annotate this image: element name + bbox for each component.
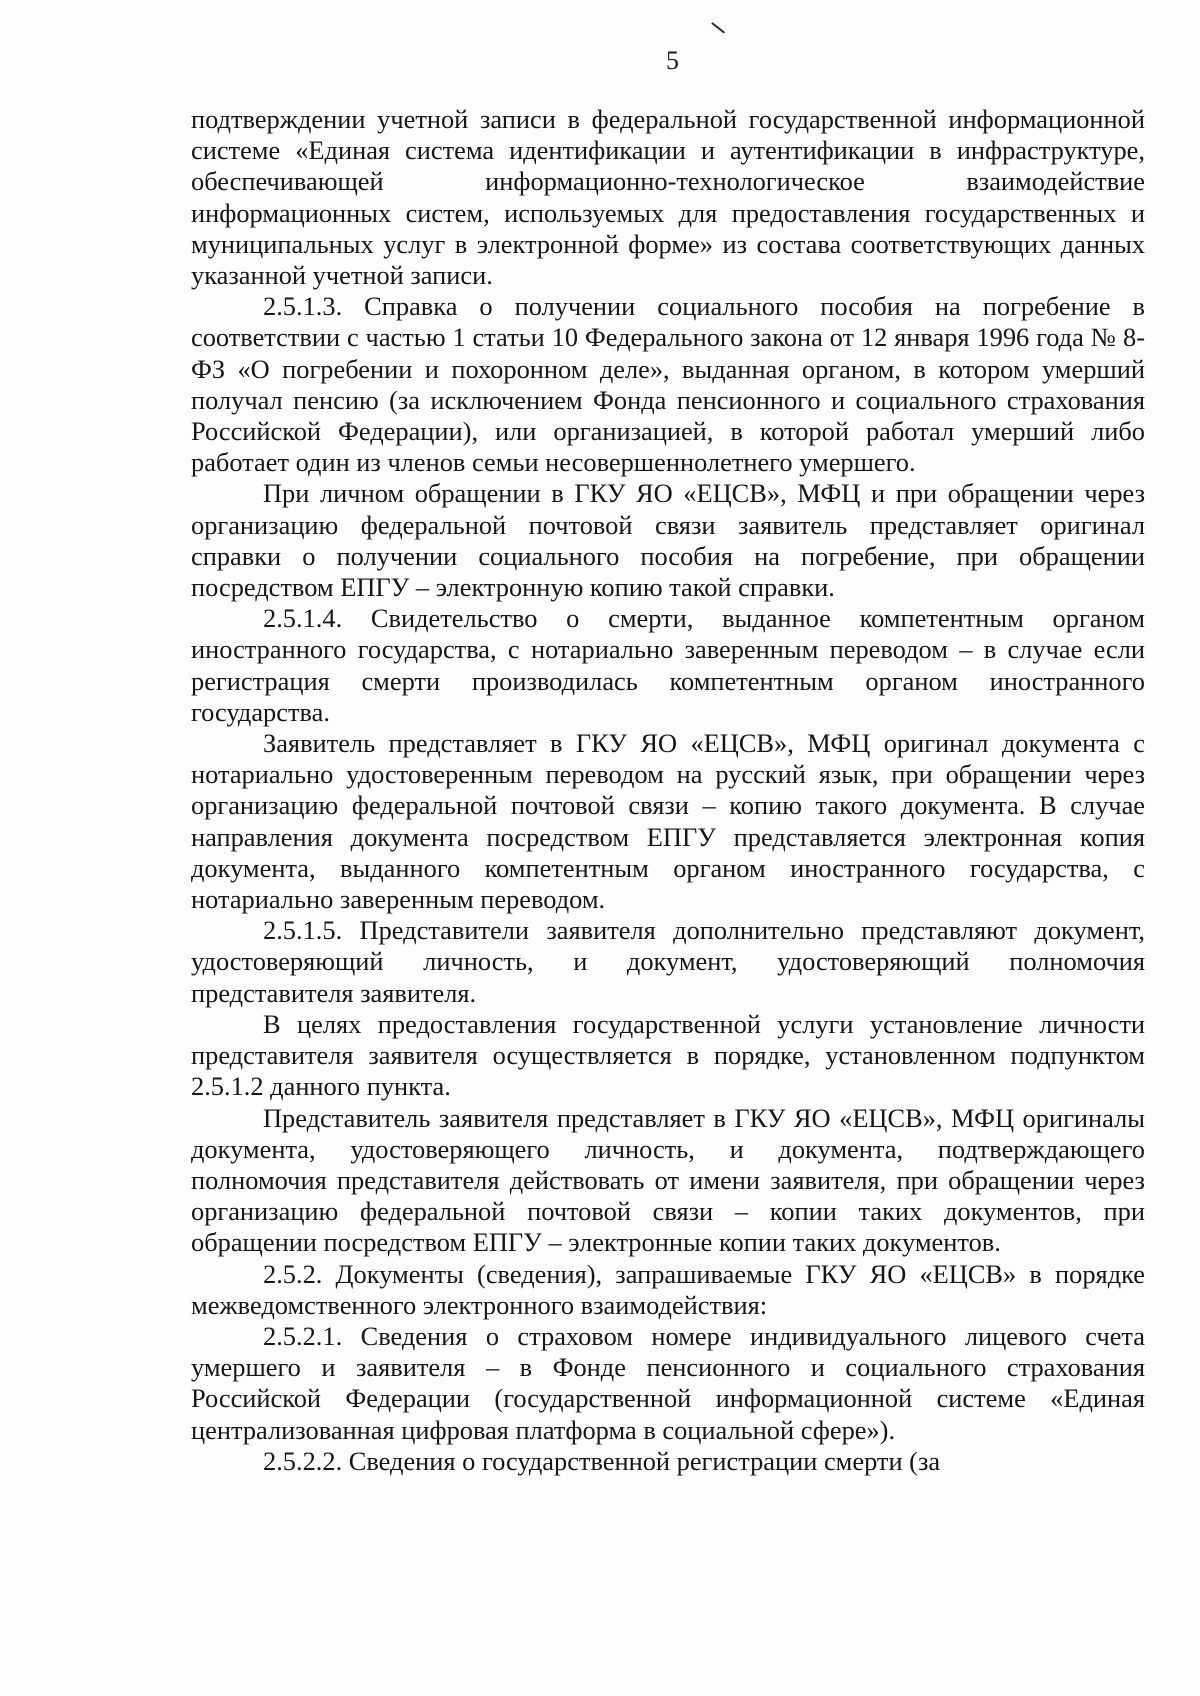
paragraph-applicant-presents: Заявитель представляет в ГКУ ЯО «ЕЦСВ», МФЦ оригинал документа с нотариально удостоверенным переводом на русский язык, при обращении через организацию федеральной почтовой связи – копию такого документа. В случае направления документа посредством ЕПГУ представляется электронная копия документа, выданного компетентным органом иностранного государства, с нотариально заверенным переводом. [191, 728, 1145, 915]
paragraph-2-5-2: 2.5.2. Документы (сведения), запрашиваемые ГКУ ЯО «ЕЦСВ» в порядке межведомственного электронного взаимодействия: [191, 1258, 1145, 1320]
page-number: 5 [666, 46, 679, 75]
paragraph-2-5-1-4: 2.5.1.4. Свидетельство о смерти, выданное компетентным органом иностранного государства, с нотариально заверенным переводом – в случае если регистрация смерти производилась компетентным органом иностранного государства. [191, 603, 1145, 727]
paragraph-account-confirmation: подтверждении учетной записи в федеральной государственной информационной системе «Единая система идентификации и аутентификации в инфраструктуре, обеспечивающей информационно-технологическое взаимодействие информационных систем, используемых для предоставления государственных и муниципальных услуг в электронной форме» из состава соответствующих данных указанной учетной записи. [191, 104, 1145, 291]
document-body [191, 104, 1145, 1477]
scan-artifact-mark [712, 22, 726, 33]
paragraph-2-5-2-1: 2.5.2.1. Сведения о страховом номере индивидуального лицевого счета умершего и заявителя – в Фонде пенсионного и социального страхования Российской Федерации (государственной информационной системе «Единая централизованная цифровая платформа в социальной сфере»). [191, 1320, 1145, 1445]
paragraph-2-5-2-2: 2.5.2.2. Сведения о государственной регистрации смерти (за [263, 1445, 941, 1476]
paragraph-personal-appeal: При личном обращении в ГКУ ЯО «ЕЦСВ», МФЦ и при обращении через организацию федеральной почтовой связи заявитель представляет оригинал справки о получении социального пособия на погребение, при обращении посредством ЕПГУ – электронную копию такой справки. [191, 478, 1145, 603]
paragraph-2-5-1-5: 2.5.1.5. Представители заявителя дополнительно представляют документ, удостоверяющий личность, и документ, удостоверяющий полномочия представителя заявителя. [191, 915, 1145, 1008]
paragraph-representative-presents: Представитель заявителя представляет в ГКУ ЯО «ЕЦСВ», МФЦ оригиналы документа, удостоверяющего личность, и документа, подтверждающего полномочия представителя действовать от имени заявителя, при обращении через организацию федеральной почтовой связи – копии таких документов, при обращении посредством ЕПГУ – электронные копии таких документов. [191, 1102, 1145, 1258]
paragraph-identity-establishment: В целях предоставления государственной услуги установление личности представителя заявителя осуществляется в порядке, установленном подпунктом 2.5.1.2 данного пункта. [191, 1008, 1145, 1102]
paragraph-2-5-1-3: 2.5.1.3. Справка о получении социального пособия на погребение в соответствии с частью 1 статьи 10 Федерального закона от 12 января 1996 года № 8-ФЗ «О погребении и похоронном деле», выданная органом, в котором умерший получал пенсию (за исключением Фонда пенсионного и социального страхования Российской Федерации), или организацией, в которой работал умерший либо работает один из членов семьи несовершеннолетнего умершего. [191, 291, 1145, 478]
